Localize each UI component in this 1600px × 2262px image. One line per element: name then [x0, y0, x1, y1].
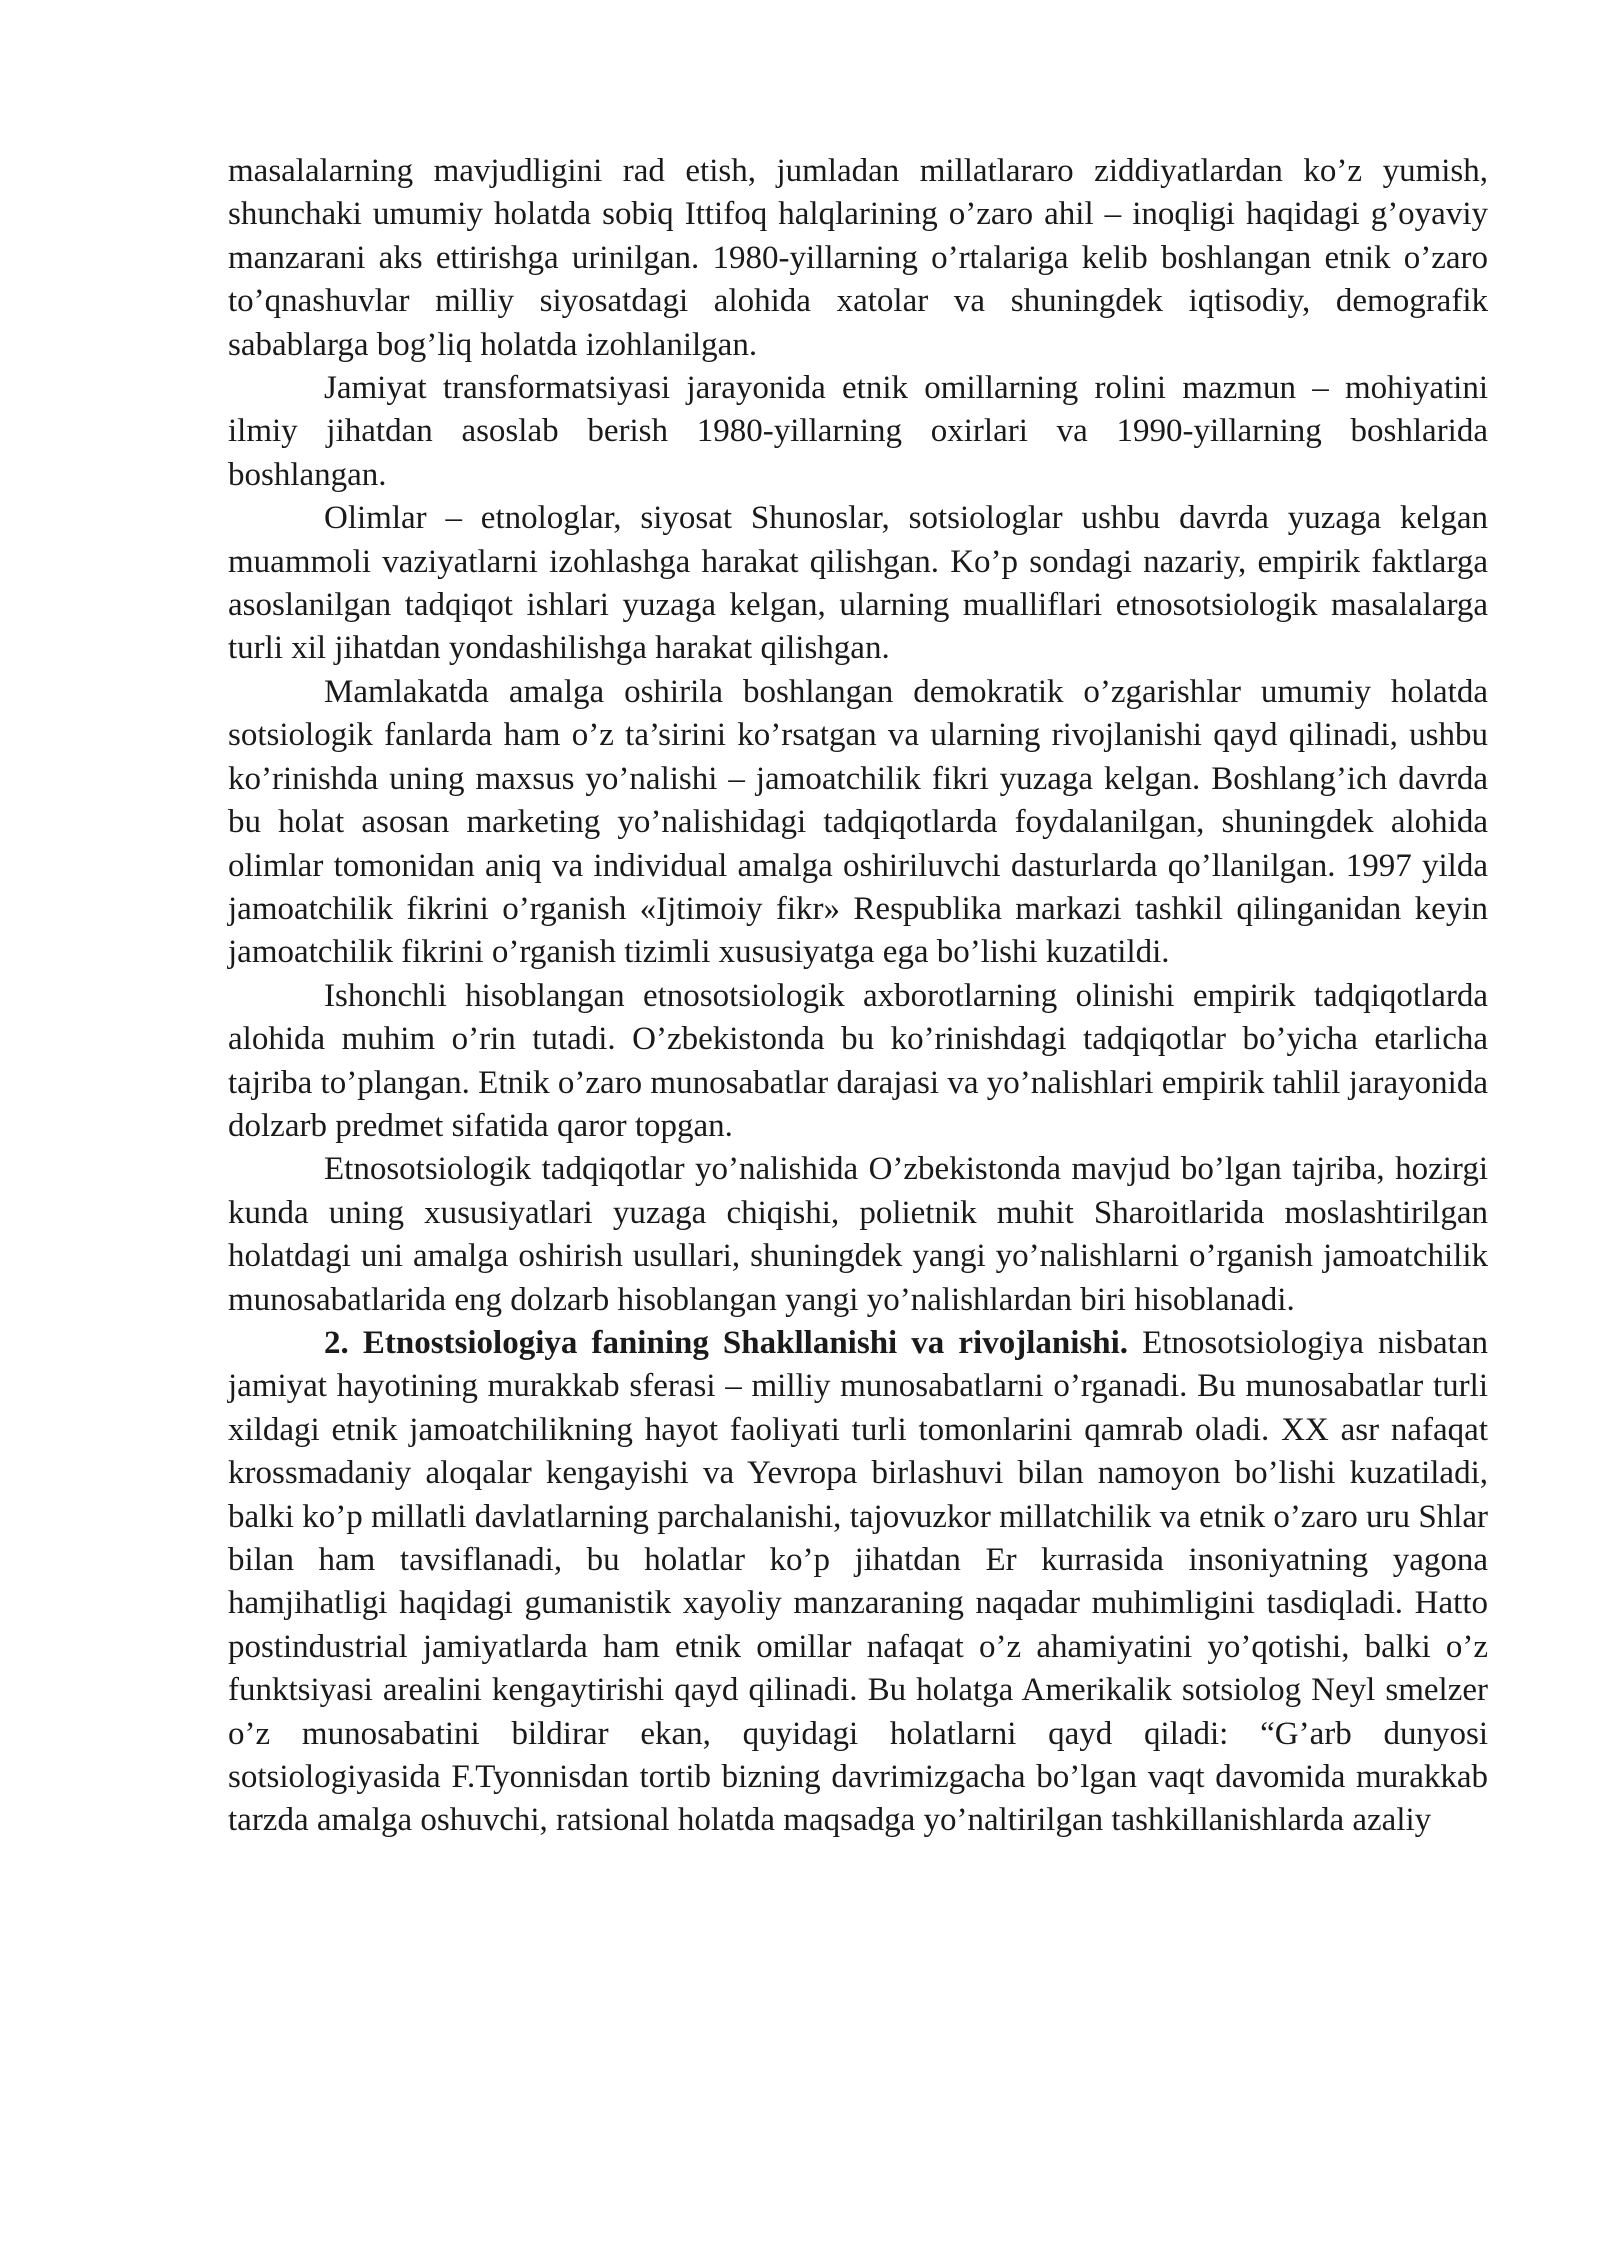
paragraph-6: Etnosotsiologik tadqiqotlar yo’nalishida O’zbekistonda mavjud bo’lgan tajriba, hozirgi kunda uning xususiyatlari yuzaga chiqishi, polietnik muhit Sharoitlarida moslashtirilgan holatdagi uni amalga oshirish usullari, shuningdek yangi yo’nalishlarni o’rganish jamoatchilik munosabatlarida eng dolzarb hisoblangan yangi yo’nalishlardan biri hisoblanadi.: [228, 1151, 1488, 1318]
section-body: Etnosotsiologiya nisbatan jamiyat hayotining murakkab sferasi – milliy munosabatlarni o’rganadi. Bu munosabatlar turli xildagi etnik jamoatchilikning hayot faoliyati turli tomonlarini qamrab oladi. XX asr nafaqat krossmadaniy aloqalar kengayishi va Yevropa birlashuvi bilan namoyon bo’lishi kuzatiladi, balki ko’p millatli davlatlarning parchalanishi, tajovuzkor millatchilik va etnik o’zaro uru Shlar bilan ham tavsiflanadi, bu holatlar ko’p jihatdan Er kurrasida insoniyatning yagona hamjihatligi haqidagi gumanistik xayoliy manzaraning naqadar muhimligini tasdiqladi. Hatto postindustrial jamiyatlarda ham etnik omillar nafaqat o’z ahamiyatini yo’qotishi, balki o’z funktsiyasi arealini kengaytirishi qayd qilinadi. Bu holatga Amerikalik sotsiolog Neyl smelzer o’z munosabatini bildirar ekan, quyidagi holatlarni qayd qiladi: “G’arb dunyosi sotsiologiyasida F.Tyonnisdan tortib bizning davrimizgacha bo’lgan vaqt davomida murakkab tarzda amalga oshuvchi, ratsional holatda maqsadga yo’naltirilgan tashkillanishlarda azaliy: [228, 1324, 1488, 1839]
section-paragraph: [228, 1322, 1488, 1843]
document-page: [228, 150, 1488, 1843]
section-heading: 2. Etnostsiologiya fanining Shakllanishi va rivojlanishi.: [324, 1324, 1129, 1361]
paragraph-3: Olimlar – etnologlar, siyosat Shunoslar, sotsiologlar ushbu davrda yuzaga kelgan muammoli vaziyatlarni izohlashga harakat qilishgan. Ko’p sondagi nazariy, empirik faktlarga asoslanilgan tadqiqot ishlari yuzaga kelgan, ularning mualliflari etnosotsiologik masalalarga turli xil jihatdan yondashilishga harakat qilishgan.: [228, 500, 1488, 667]
paragraph-1: masalalarning mavjudligini rad etish, jumladan millatlararo ziddiyatlardan ko’z yumish, shunchaki umumiy holatda sobiq Ittifoq halqlarining o’zaro ahil – inoqligi haqidagi g’oyaviy manzarani aks ettirishga urinilgan. 1980-yillarning o’rtalariga kelib boshlangan etnik o’zaro to’qnashuvlar milliy siyosatdagi alohida xatolar va shuningdek iqtisodiy, demografik sabablarga bog’liq holatda izohlanilgan.: [228, 153, 1488, 363]
paragraph-2: Jamiyat transformatsiyasi jarayonida etnik omillarning rolini mazmun – mohiyatini ilmiy jihatdan asoslab berish 1980-yillarning oxirlari va 1990-yillarning boshlarida boshlangan.: [228, 370, 1488, 493]
paragraph-5: Ishonchli hisoblangan etnosotsiologik axborotlarning olinishi empirik tadqiqotlarda alohida muhim o’rin tutadi. O’zbekistonda bu ko’rinishdagi tadqiqotlar bo’yicha etarlicha tajriba to’plangan. Etnik o’zaro munosabatlar darajasi va yo’nalishlari empirik tahlil jarayonida dolzarb predmet sifatida qaror topgan.: [228, 977, 1488, 1144]
paragraph-4: Mamlakatda amalga oshirila boshlangan demokratik o’zgarishlar umumiy holatda sotsiologik fanlarda ham o’z ta’sirini ko’rsatgan va ularning rivojlanishi qayd qilinadi, ushbu ko’rinishda uning maxsus yo’nalishi – jamoatchilik fikri yuzaga kelgan. Boshlang’ich davrda bu holat asosan marketing yo’nalishidagi tadqiqotlarda foydalanilgan, shuningdek alohida olimlar tomonidan aniq va individual amalga oshiriluvchi dasturlarda qo’llanilgan. 1997 yilda jamoatchilik fikrini o’rganish «Ijtimoiy fikr» Respublika markazi tashkil qilinganidan keyin jamoatchilik fikrini o’rganish tizimli xususiyatga ega bo’lishi kuzatildi.: [228, 673, 1488, 971]
